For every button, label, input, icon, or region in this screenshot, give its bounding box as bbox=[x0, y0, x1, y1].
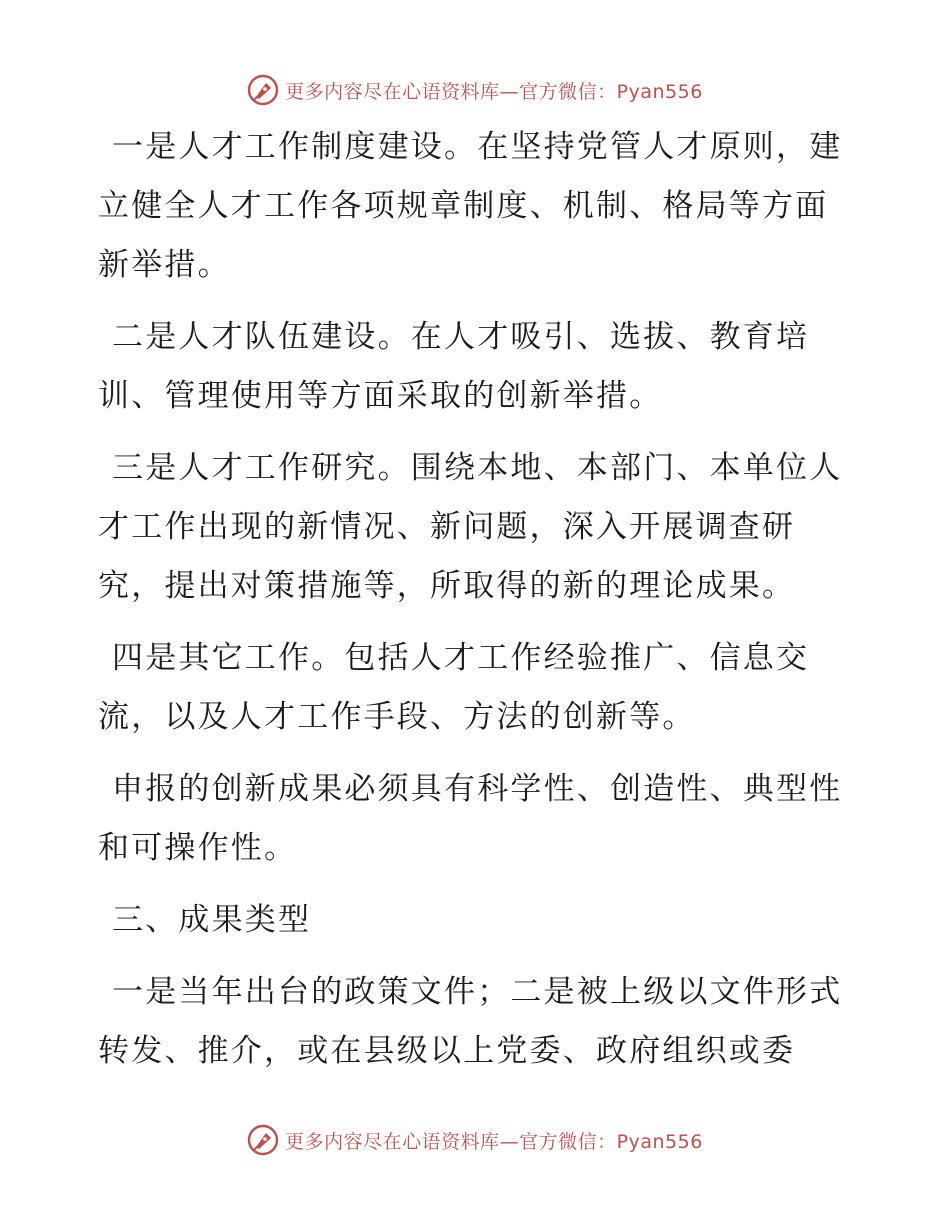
watermark-text: 更多内容尽在心语资料库—官方微信：Pyan556 bbox=[285, 80, 703, 103]
pen-nib-logo-icon bbox=[247, 74, 279, 106]
paragraph-other-work: 四是其它工作。包括人才工作经验推广、信息交流，以及人才工作手段、方法的创新等。 bbox=[98, 640, 810, 735]
document-body bbox=[98, 118, 858, 1094]
paragraph-talent-system: 一是人才工作制度建设。在坚持党管人才原则，建立健全人才工作各项规章制度、机制、格局等方面新举措。 bbox=[98, 129, 843, 283]
paragraph-talent-team: 二是人才队伍建设。在人才吸引、选拔、教育培训、管理使用等方面采取的创新举措。 bbox=[98, 319, 810, 414]
watermark-text: 更多内容尽在心语资料库—官方微信：Pyan556 bbox=[285, 1130, 703, 1153]
section-heading-result-types: 三、成果类型 bbox=[112, 902, 312, 938]
footer-watermark bbox=[0, 1122, 950, 1158]
header-watermark bbox=[0, 72, 950, 108]
paragraph-talent-research: 三是人才工作研究。围绕本地、本部门、本单位人才工作出现的新情况、新问题，深入开展调查研究，提出对策措施等，所取得的新的理论成果。 bbox=[98, 450, 843, 604]
paragraph-requirements: 申报的创新成果必须具有科学性、创造性、典型性和可操作性。 bbox=[98, 771, 843, 866]
paragraph-result-types: 一是当年出台的政策文件；二是被上级以文件形式转发、推介，或在县级以上党委、政府组织或委 bbox=[98, 974, 843, 1069]
pen-nib-logo-icon bbox=[247, 1124, 279, 1156]
